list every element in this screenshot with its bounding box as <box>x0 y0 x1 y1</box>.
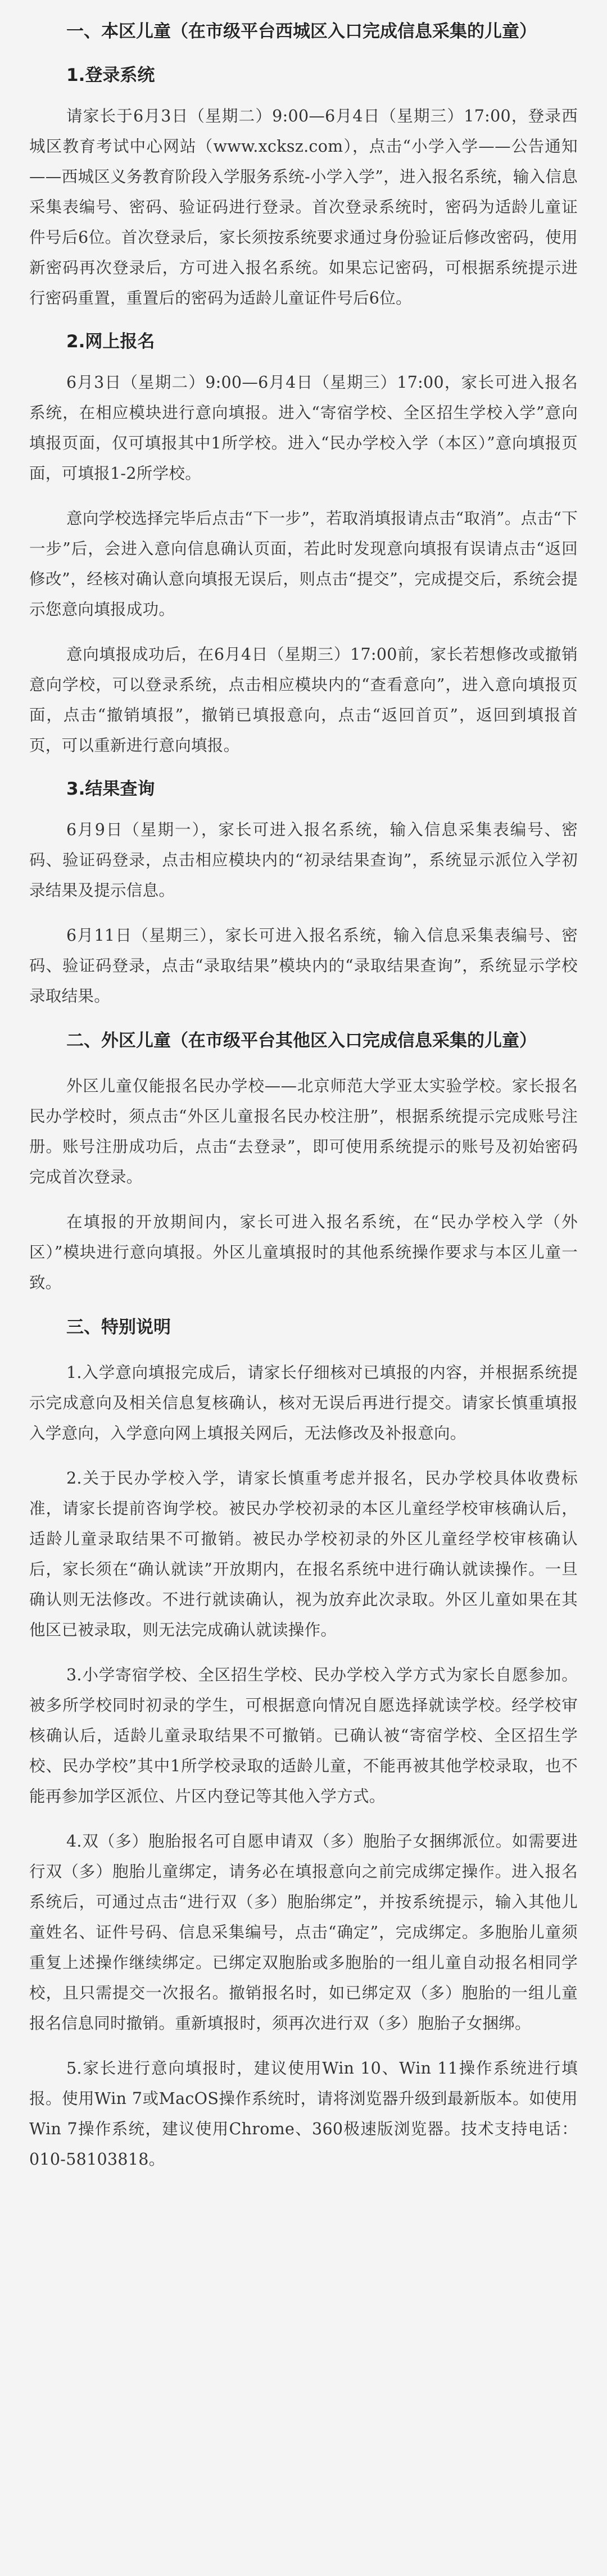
paragraph-registration-period: 6月3日（星期二）9:00—6月4日（星期三）17:00，家长可进入报名系统，在相应模块进行意向填报。进入“寄宿学校、全区招生学校入学”意向填报页面，仅可填报其中1所学校。进入“民办学校入学（本区）”意向填报页面，可填报1-2所学校。 <box>29 373 578 483</box>
note-item-1: 1.入学意向填报完成后，请家长仔细核对已填报的内容，并根据系统提示完成意向及相关信息复核确认，核对无误后再进行提交。请家长慎重填报入学意向，入学意向网上填报关网后，无法修改及补报意向。 <box>29 1363 578 1443</box>
paragraph-registration-modify: 意向填报成功后，在6月4日（星期三）17:00前，家长若想修改或撤销意向学校，可以登录系统，点击相应模块内的“查看意向”，进入意向填报页面，点击“撤销填报”，撤销已填报意向，点击“返回首页”，返回到填报首页，可以重新进行意向填报。 <box>29 645 578 755</box>
note-item-5: 5.家长进行意向填报时，建议使用Win 10、Win 11操作系统进行填报。使用Win 7或MacOS操作系统时，请将浏览器升级到最新版本。如使用Win 7操作系统，建议使用Chrome、360极速版浏览器。技术支持电话：010-58103818。 <box>29 2059 578 2169</box>
paragraph-other-district-private-school: 外区儿童仅能报名民办学校——北京师范大学亚太实验学校。家长报名民办学校时，须点击“外区儿童报名民办校注册”，根据系统提示完成账号注册。账号注册成功后，点击“去登录”，即可使用系统提示的账号及初始密码完成首次登录。 <box>29 1077 578 1186</box>
paragraph-final-result: 6月11日（星期三），家长可进入报名系统，输入信息采集表编号、密码、验证码登录，点击“录取结果”模块内的“录取结果查询”，系统显示学校录取结果。 <box>29 926 578 1005</box>
paragraph-login-instructions: 请家长于6月3日（星期二）9:00—6月4日（星期三）17:00，登录西城区教育考试中心网站（www.xcksz.com），点击“小学入学——公告通知——西城区义务教育阶段入学服务系统-小学入学”，进入报名系统，输入信息采集表编号、密码、验证码进行登录。首次登录系统时，密码为适龄儿童证件号后6位。首次登录后，家长须按系统要求通过身份验证后修改密码，使用新密码再次登录后，方可进入报名系统。如果忘记密码，可根据系统提示进行密码重置，重置后的密码为适龄儿童证件号后6位。 <box>29 107 578 307</box>
section-heading-other-district-children: 二、外区儿童（在市级平台其他区入口完成信息采集的儿童） <box>66 1031 537 1051</box>
paragraph-initial-result: 6月9日（星期一），家长可进入报名系统，输入信息采集表编号、密码、验证码登录，点击相应模块内的“初录结果查询”，系统显示派位入学初录结果及提示信息。 <box>29 820 578 900</box>
section-heading-special-notes: 三、特别说明 <box>66 1317 171 1337</box>
section-heading-local-children: 一、本区儿童（在市级平台西城区入口完成信息采集的儿童） <box>66 21 537 42</box>
subheading-login-system: 1.登录系统 <box>66 65 155 85</box>
subheading-result-query: 3.结果查询 <box>66 779 155 799</box>
note-item-4: 4.双（多）胞胎报名可自愿申请双（多）胞胎子女捆绑派位。如需要进行双（多）胞胎儿童绑定，请务必在填报意向之前完成绑定操作。进入报名系统后，可通过点击“进行双（多）胞胎绑定”，并按系统提示，输入其他儿童姓名、证件号码、信息采集编号，点击“确定”，完成绑定。多胞胎儿童须重复上述操作继续绑定。已绑定双胞胎或多胞胎的一组儿童自动报名相同学校，且只需提交一次报名。撤销报名时，如已绑定双（多）胞胎的一组儿童报名信息同时撤销。重新填报时，须再次进行双（多）胞胎子女捆绑。 <box>29 1832 578 2033</box>
paragraph-registration-confirm: 意向学校选择完毕后点击“下一步”，若取消填报请点击“取消”。点击“下一步”后，会进入意向信息确认页面，若此时发现意向填报有误请点击“返回修改”，经核对确认意向填报无误后，则点击“提交”，完成提交后，系统会提示您意向填报成功。 <box>29 509 578 619</box>
subheading-online-registration: 2.网上报名 <box>66 332 155 352</box>
paragraph-other-district-filling: 在填报的开放期间内，家长可进入报名系统，在“民办学校入学（外区）”模块进行意向填报。外区儿童填报时的其他系统操作要求与本区儿童一致。 <box>29 1213 578 1292</box>
note-item-2: 2.关于民办学校入学，请家长慎重考虑并报名，民办学校具体收费标准，请家长提前咨询学校。被民办学校初录的本区儿童经学校审核确认后，适龄儿童录取结果不可撤销。被民办学校初录的外区儿童经学校审核确认后，家长须在“确认就读”开放期内，在报名系统中进行确认就读操作。一旦确认则无法修改。不进行就读确认，视为放弃此次录取。外区儿童如果在其他区已被录取，则无法完成确认就读操作。 <box>29 1469 578 1639</box>
note-item-3: 3.小学寄宿学校、全区招生学校、民办学校入学方式为家长自愿参加。被多所学校同时初录的学生，可根据意向情况自愿选择就读学校。经学校审核确认后，适龄儿童录取结果不可撤销。已确认被“寄宿学校、全区招生学校、民办学校”其中1所学校录取的适龄儿童，不能再被其他学校录取，也不能再参加学区派位、片区内登记等其他入学方式。 <box>29 1666 578 1806</box>
